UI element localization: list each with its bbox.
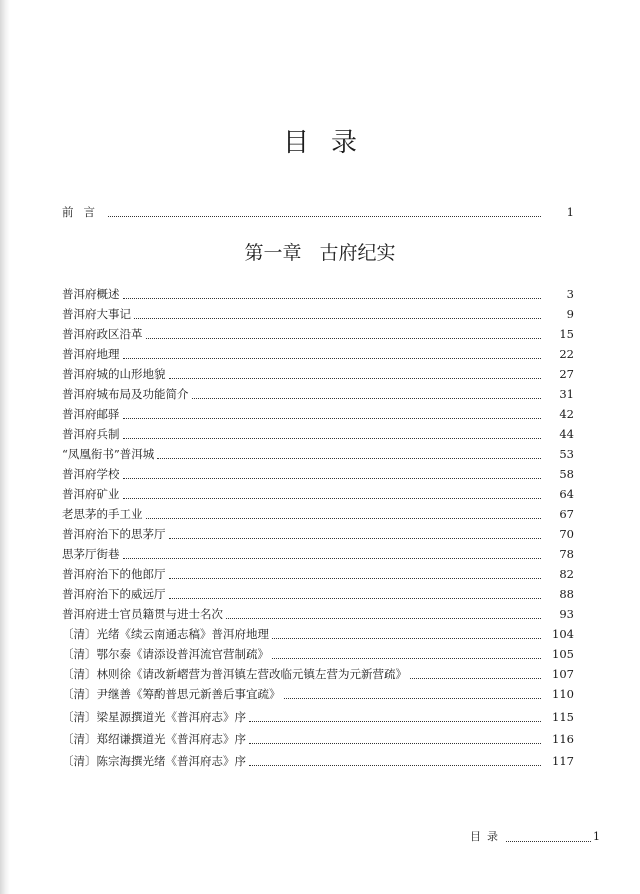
toc-entry-label: 普洱府学校 [62, 467, 120, 481]
dot-leader [108, 216, 541, 217]
dot-leader [157, 458, 541, 459]
toc-entry-page: 3 [566, 287, 574, 301]
toc-entry-page: 93 [559, 607, 574, 621]
toc-entry-page: 42 [559, 407, 574, 421]
footer-page-number: 1 [593, 830, 600, 843]
toc-entry[interactable] [62, 325, 574, 343]
toc-entry[interactable] [62, 485, 574, 503]
toc-entry-page: 82 [559, 567, 574, 581]
dot-leader [410, 678, 541, 679]
page-title: 目录 [282, 128, 379, 158]
toc-entry-label: 普洱府治下的威远厅 [62, 587, 166, 601]
toc-entry[interactable] [62, 605, 574, 623]
toc-entry-page: 64 [559, 487, 574, 501]
toc-entry-page: 67 [559, 507, 574, 521]
dot-leader [123, 478, 542, 479]
dot-leader [146, 338, 542, 339]
toc-entry[interactable] [62, 545, 574, 563]
toc-entry-label: 普洱府政区沿革 [62, 327, 143, 341]
toc-entry-label: 普洱府概述 [62, 287, 120, 301]
toc-entry-label: 〔清〕郑绍谦撰道光《普洱府志》序 [62, 732, 246, 746]
toc-entry-preface[interactable] [62, 203, 574, 221]
toc-entry[interactable] [62, 405, 574, 423]
toc-entry-label: 前言 [62, 205, 105, 219]
toc-entry-page: 22 [559, 347, 574, 361]
toc-entry-page: 27 [559, 367, 574, 381]
toc-entry-page: 53 [559, 447, 574, 461]
dot-leader [169, 538, 542, 539]
toc-entry[interactable] [62, 665, 574, 683]
dot-leader [272, 638, 541, 639]
toc-entry[interactable] [62, 285, 574, 303]
toc-entry[interactable] [62, 645, 574, 663]
dot-leader [123, 298, 542, 299]
toc-entry-page: 116 [552, 732, 574, 746]
dot-leader [506, 841, 591, 842]
dot-leader [249, 765, 541, 766]
toc-entry-label: 〔清〕尹继善《筹酌普思元新善后事宜疏》 [62, 687, 281, 701]
toc-entry-label: 普洱府城的山形地貌 [62, 367, 166, 381]
toc-entry-label: 〔清〕陈宗海撰光绪《普洱府志》序 [62, 754, 246, 768]
toc-entry[interactable] [62, 305, 574, 323]
page-footer [470, 828, 600, 846]
dot-leader [169, 378, 542, 379]
toc-entry-page: 58 [559, 467, 574, 481]
dot-leader [123, 438, 542, 439]
toc-entry-label: 〔清〕鄂尔泰《请添设普洱流官营制疏》 [62, 647, 269, 661]
toc-entry-label: 普洱府地理 [62, 347, 120, 361]
toc-entry[interactable] [62, 730, 574, 748]
toc-entry[interactable] [62, 345, 574, 363]
chapter-prefix: 第一章 [244, 242, 302, 264]
toc-entry-label: 思茅厅街巷 [62, 547, 120, 561]
dot-leader [123, 418, 542, 419]
footer-label: 目录 [470, 830, 504, 843]
toc-entry-label: 普洱府治下的思茅厅 [62, 527, 166, 541]
toc-entry-page: 31 [559, 387, 574, 401]
dot-leader [226, 618, 541, 619]
dot-leader [123, 498, 542, 499]
dot-leader [134, 318, 541, 319]
toc-entry[interactable] [62, 585, 574, 603]
toc-entry[interactable] [62, 385, 574, 403]
toc-entry-label: 普洱府城布局及功能简介 [62, 387, 189, 401]
toc-entry[interactable] [62, 752, 574, 770]
toc-entry-label: 〔清〕林则徐《请改新嶍营为普洱镇左营改临元镇左营为元新营疏》 [62, 667, 407, 681]
toc-entry-label: 普洱府进士官员籍贯与进士名次 [62, 607, 223, 621]
toc-entry[interactable] [62, 425, 574, 443]
toc-entry-label: 普洱府兵制 [62, 427, 120, 441]
toc-entry-page: 9 [566, 307, 574, 321]
dot-leader [272, 658, 541, 659]
toc-entry-label: 老思茅的手工业 [62, 507, 143, 521]
dot-leader [249, 743, 541, 744]
toc-entry-page: 78 [559, 547, 574, 561]
chapter-heading [0, 238, 640, 265]
toc-entry[interactable] [62, 365, 574, 383]
toc-entry-label: 普洱府邮驿 [62, 407, 120, 421]
toc-entry-page: 1 [566, 205, 574, 219]
toc-entry-page: 104 [552, 627, 574, 641]
dot-leader [192, 398, 542, 399]
toc-entry[interactable] [62, 708, 574, 726]
chapter-title: 古府纪实 [319, 242, 396, 264]
toc-entry-page: 88 [559, 587, 574, 601]
toc-entry-label: 普洱府矿业 [62, 487, 120, 501]
dot-leader [123, 558, 542, 559]
toc-entry[interactable] [62, 505, 574, 523]
toc-entry-label: 普洱府治下的他郎厅 [62, 567, 166, 581]
toc-entry-label: 〔清〕光绪《续云南通志稿》普洱府地理 [62, 627, 269, 641]
toc-entry[interactable] [62, 625, 574, 643]
toc-entry[interactable] [62, 685, 574, 703]
toc-entry-page: 105 [552, 647, 574, 661]
dot-leader [169, 578, 542, 579]
dot-leader [146, 518, 542, 519]
dot-leader [123, 358, 542, 359]
toc-entry-page: 44 [559, 427, 574, 441]
toc-entry-page: 110 [552, 687, 574, 701]
toc-entry-label: 〔清〕梁星源撰道光《普洱府志》序 [62, 710, 246, 724]
toc-entry-page: 117 [552, 754, 574, 768]
toc-entry[interactable] [62, 465, 574, 483]
toc-entry[interactable] [62, 565, 574, 583]
toc-entry-label: “凤凰衔书”普洱城 [62, 447, 155, 461]
toc-entry[interactable] [62, 445, 574, 463]
dot-leader [169, 598, 542, 599]
toc-entry-page: 107 [552, 667, 574, 681]
toc-entry[interactable] [62, 525, 574, 543]
toc-entry-page: 15 [559, 327, 574, 341]
dot-leader [284, 698, 542, 699]
toc-entry-page: 70 [559, 527, 574, 541]
toc-entry-page: 115 [552, 710, 574, 724]
dot-leader [249, 721, 541, 722]
toc-entry-label: 普洱府大事记 [62, 307, 131, 321]
